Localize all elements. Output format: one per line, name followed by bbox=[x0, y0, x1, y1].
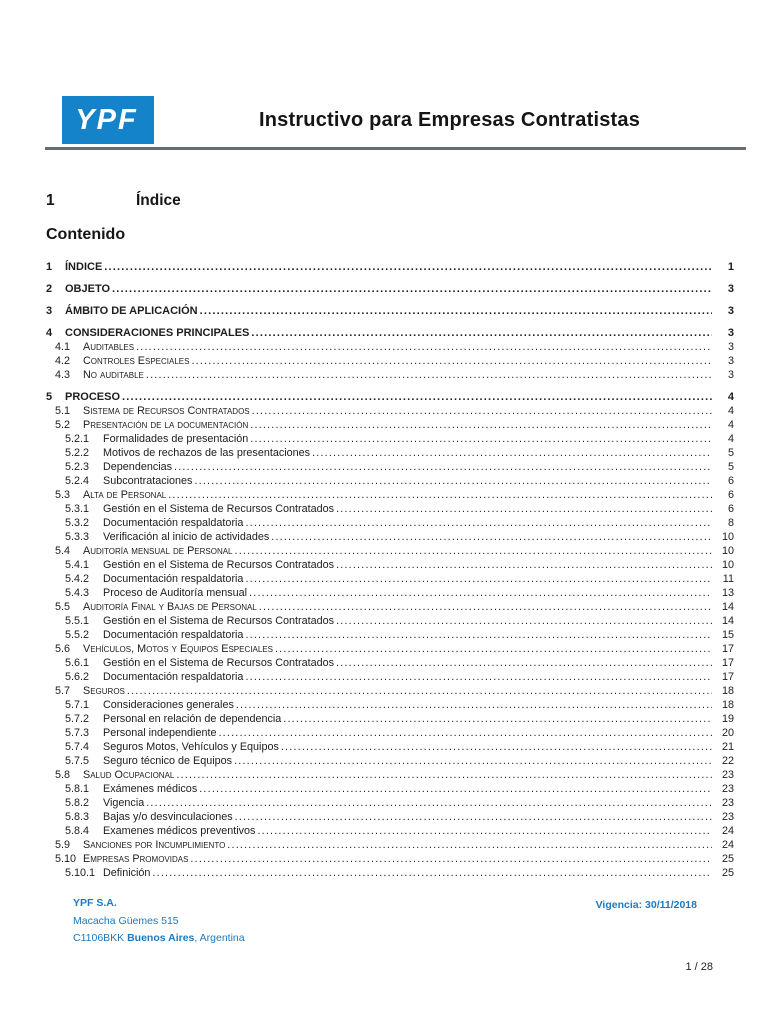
toc-entry-number: 5.6 bbox=[55, 643, 71, 655]
contents-heading: Contenido bbox=[46, 226, 126, 243]
footer-city: Buenos Aires bbox=[127, 932, 195, 944]
toc-entry-label: ÁMBITO DE APLICACIÓN bbox=[65, 305, 198, 317]
toc-entry-number: 5.4.2 bbox=[65, 573, 90, 585]
toc-entry[interactable] bbox=[46, 852, 734, 866]
toc-dot-leader bbox=[336, 558, 712, 572]
toc-entry-number: 5.8 bbox=[55, 769, 71, 781]
toc-entry-label: Gestión en el Sistema de Recursos Contratados bbox=[103, 559, 335, 571]
toc-entry-number: 4 bbox=[46, 327, 53, 339]
toc-entry-page: 4 bbox=[727, 391, 734, 403]
toc-entry-label: Vehículos, Motos y Equipos Especiales bbox=[83, 643, 273, 655]
toc-entry-number: 4.1 bbox=[55, 341, 71, 353]
toc-dot-leader bbox=[336, 614, 712, 628]
toc-entry[interactable] bbox=[46, 768, 734, 782]
toc-entry[interactable] bbox=[46, 670, 734, 684]
toc-entry[interactable] bbox=[46, 838, 734, 852]
toc-entry[interactable] bbox=[46, 460, 734, 474]
page-number-indicator: 1 / 28 bbox=[685, 961, 713, 973]
toc-entry-page: 10 bbox=[721, 545, 734, 557]
toc-entry-number: 5.8.2 bbox=[65, 797, 90, 809]
toc-entry-number: 5.8.4 bbox=[65, 825, 90, 837]
toc-entry-label: Documentación respaldatoria bbox=[103, 671, 244, 683]
toc-entry-page: 22 bbox=[721, 755, 734, 767]
toc-entry[interactable] bbox=[46, 488, 734, 502]
toc-entry-page: 6 bbox=[727, 489, 734, 501]
toc-entry[interactable] bbox=[46, 572, 734, 586]
toc-entry-label: Formalidades de presentación bbox=[103, 433, 249, 445]
toc-dot-leader bbox=[191, 354, 712, 368]
toc-entry-number: 5.2.2 bbox=[65, 447, 90, 459]
toc-dot-leader bbox=[336, 656, 712, 670]
toc-dot-leader bbox=[104, 260, 712, 274]
toc-entry-page: 18 bbox=[721, 699, 734, 711]
toc-entry-page: 10 bbox=[721, 559, 734, 571]
toc-dot-leader bbox=[252, 404, 712, 418]
toc-entry-number: 5.5.1 bbox=[65, 615, 90, 627]
toc-entry-label: Motivos de rechazos de las presentaciones bbox=[103, 447, 311, 459]
toc-entry[interactable] bbox=[46, 586, 734, 600]
toc-entry[interactable] bbox=[46, 796, 734, 810]
footer-company: YPF S.A. bbox=[73, 897, 117, 909]
toc-entry-number: 3 bbox=[46, 305, 53, 317]
toc-entry-page: 13 bbox=[721, 587, 734, 599]
toc-entry-page: 6 bbox=[727, 503, 734, 515]
toc-dot-leader bbox=[218, 726, 712, 740]
toc-dot-leader bbox=[152, 866, 712, 880]
toc-dot-leader bbox=[251, 326, 712, 340]
toc-entry-label: Salud Ocupacional bbox=[83, 769, 175, 781]
toc-entry[interactable] bbox=[46, 600, 734, 614]
toc-entry-number: 5.3.3 bbox=[65, 531, 90, 543]
toc-entry-label: No auditable bbox=[83, 369, 144, 381]
toc-entry-label: PROCESO bbox=[65, 391, 121, 403]
toc-dot-leader bbox=[250, 432, 712, 446]
toc-entry-label: Examenes médicos preventivos bbox=[103, 825, 256, 837]
toc-entry-page: 25 bbox=[721, 853, 734, 865]
toc-dot-leader bbox=[122, 390, 712, 404]
toc-entry-number: 5.9 bbox=[55, 839, 71, 851]
toc-entry[interactable] bbox=[46, 354, 734, 368]
toc-entry-number: 5.7.5 bbox=[65, 755, 90, 767]
toc-entry-page: 20 bbox=[721, 727, 734, 739]
toc-entry-label: ÍNDICE bbox=[65, 261, 103, 273]
toc-entry-page: 3 bbox=[727, 283, 734, 295]
ypf-logo bbox=[62, 96, 154, 144]
toc-entry[interactable] bbox=[46, 740, 734, 754]
toc-entry-number: 5.6.1 bbox=[65, 657, 90, 669]
toc bbox=[46, 252, 734, 880]
toc-entry-number: 5.7.2 bbox=[65, 713, 90, 725]
document-header bbox=[62, 96, 745, 144]
toc-entry-number: 4.2 bbox=[55, 355, 71, 367]
toc-entry-number: 5.4 bbox=[55, 545, 71, 557]
toc-entry-page: 8 bbox=[727, 517, 734, 529]
toc-entry[interactable] bbox=[46, 726, 734, 740]
toc-entry-page: 6 bbox=[727, 475, 734, 487]
toc-dot-leader bbox=[190, 852, 712, 866]
validity-date: Vigencia: 30/11/2018 bbox=[595, 899, 697, 911]
toc-entry[interactable] bbox=[46, 432, 734, 446]
toc-entry-page: 17 bbox=[721, 643, 734, 655]
toc-dot-leader bbox=[271, 530, 712, 544]
toc-entry-label: Bajas y/o desvinculaciones bbox=[103, 811, 233, 823]
toc-entry[interactable] bbox=[46, 866, 734, 880]
toc-entry-number: 5.10 bbox=[55, 853, 77, 865]
footer-address-block bbox=[73, 898, 245, 951]
toc-dot-leader bbox=[194, 474, 712, 488]
toc-entry-number: 5.5.2 bbox=[65, 629, 90, 641]
toc-entry-number: 4.3 bbox=[55, 369, 71, 381]
toc-dot-leader bbox=[249, 586, 712, 600]
toc-dot-leader bbox=[112, 282, 712, 296]
toc-entry-label: Sistema de Recursos Contratados bbox=[83, 405, 250, 417]
toc-entry-label: Gestión en el Sistema de Recursos Contratados bbox=[103, 615, 335, 627]
toc-entry-number: 5.10.1 bbox=[65, 867, 96, 879]
toc-entry-page: 14 bbox=[721, 615, 734, 627]
toc-entry-page: 11 bbox=[722, 573, 734, 585]
toc-dot-leader bbox=[227, 838, 712, 852]
toc-entry-page: 15 bbox=[721, 629, 734, 641]
toc-entry-page: 24 bbox=[721, 839, 734, 851]
toc-dot-leader bbox=[234, 754, 712, 768]
toc-entry-number: 5.7.3 bbox=[65, 727, 90, 739]
toc-entry-label: Presentación de la documentación bbox=[83, 419, 249, 431]
toc-dot-leader bbox=[245, 572, 712, 586]
toc-entry[interactable] bbox=[46, 684, 734, 698]
toc-entry[interactable] bbox=[46, 282, 734, 296]
toc-entry[interactable] bbox=[46, 656, 734, 670]
toc-entry-label: Definición bbox=[103, 867, 151, 879]
toc-entry-number: 5.5 bbox=[55, 601, 71, 613]
toc-entry-page: 3 bbox=[727, 369, 734, 381]
toc-entry-page: 17 bbox=[721, 671, 734, 683]
toc-entry-page: 3 bbox=[727, 341, 734, 353]
toc-entry-label: Subcontrataciones bbox=[103, 475, 193, 487]
toc-dot-leader bbox=[176, 768, 712, 782]
toc-dot-leader bbox=[245, 516, 712, 530]
toc-entry-label: Seguro técnico de Equipos bbox=[103, 755, 233, 767]
toc-entry-page: 19 bbox=[721, 713, 734, 725]
toc-dot-leader bbox=[275, 642, 712, 656]
toc-entry-page: 25 bbox=[721, 867, 734, 879]
toc-entry-label: CONSIDERACIONES PRINCIPALES bbox=[65, 327, 250, 339]
toc-entry-label: Vigencia bbox=[103, 797, 145, 809]
toc-entry-page: 5 bbox=[727, 447, 734, 459]
toc-entry-page: 18 bbox=[721, 685, 734, 697]
toc-entry-label: Personal independiente bbox=[103, 727, 217, 739]
toc-entry-number: 5.3.2 bbox=[65, 517, 90, 529]
toc-entry-number: 5.6.2 bbox=[65, 671, 90, 683]
toc-entry[interactable] bbox=[46, 628, 734, 642]
toc-entry[interactable] bbox=[46, 390, 734, 404]
toc-dot-leader bbox=[283, 712, 712, 726]
toc-entry[interactable] bbox=[46, 260, 734, 274]
toc-entry-number: 5.3 bbox=[55, 489, 71, 501]
toc-entry-page: 14 bbox=[721, 601, 734, 613]
toc-entry[interactable] bbox=[46, 502, 734, 516]
toc-entry-number: 5.3.1 bbox=[65, 503, 90, 515]
toc-dot-leader bbox=[245, 628, 712, 642]
toc-entry-page: 23 bbox=[721, 811, 734, 823]
toc-entry-page: 5 bbox=[727, 461, 734, 473]
toc-dot-leader bbox=[127, 684, 712, 698]
toc-entry[interactable] bbox=[46, 558, 734, 572]
footer-country: , Argentina bbox=[194, 932, 245, 944]
toc-entry[interactable] bbox=[46, 404, 734, 418]
toc-dot-leader bbox=[236, 698, 712, 712]
toc-entry-page: 23 bbox=[721, 769, 734, 781]
toc-entry-label: Auditoría mensual de Personal bbox=[83, 545, 233, 557]
toc-entry-label: Documentación respaldatoria bbox=[103, 629, 244, 641]
toc-entry-number: 5.1 bbox=[55, 405, 71, 417]
toc-entry-number: 5.4.1 bbox=[65, 559, 90, 571]
toc-entry-page: 21 bbox=[721, 741, 734, 753]
toc-entry-label: Proceso de Auditoría mensual bbox=[103, 587, 248, 599]
toc-entry[interactable] bbox=[46, 530, 734, 544]
toc-entry[interactable] bbox=[46, 642, 734, 656]
toc-entry-number: 5.8.1 bbox=[65, 783, 90, 795]
toc-entry[interactable] bbox=[46, 474, 734, 488]
toc-entry-page: 4 bbox=[727, 433, 734, 445]
ypf-logo-text: YPF bbox=[75, 103, 138, 136]
toc-entry-label: Alta de Personal bbox=[83, 489, 167, 501]
toc-entry[interactable] bbox=[46, 614, 734, 628]
toc-dot-leader bbox=[136, 340, 712, 354]
toc-entry-label: Verificación al inicio de actividades bbox=[103, 531, 270, 543]
toc-entry[interactable] bbox=[46, 712, 734, 726]
toc-entry[interactable] bbox=[46, 782, 734, 796]
toc-entry-label: Dependencias bbox=[103, 461, 173, 473]
toc-entry-label: Personal en relación de dependencia bbox=[103, 713, 282, 725]
section-title: Índice bbox=[136, 192, 181, 209]
section-heading bbox=[46, 192, 181, 210]
toc-entry[interactable] bbox=[46, 810, 734, 824]
footer-street: Macacha Güemes 515 bbox=[73, 914, 179, 927]
toc-entry-page: 1 bbox=[727, 261, 734, 273]
toc-entry[interactable] bbox=[46, 304, 734, 318]
toc-entry[interactable] bbox=[46, 516, 734, 530]
toc-entry-page: 4 bbox=[727, 419, 734, 431]
toc-entry-label: Seguros bbox=[83, 685, 125, 697]
toc-dot-leader bbox=[245, 670, 712, 684]
footer-postal-code: C1106BKK bbox=[73, 932, 128, 944]
toc-entry-label: OBJETO bbox=[65, 283, 111, 295]
toc-entry-label: Auditoría Final y Bajas de Personal bbox=[83, 601, 257, 613]
toc-dot-leader bbox=[281, 740, 712, 754]
toc-dot-leader bbox=[200, 304, 712, 318]
toc-dot-leader bbox=[336, 502, 712, 516]
toc-entry[interactable] bbox=[46, 368, 734, 382]
toc-entry[interactable] bbox=[46, 698, 734, 712]
toc-entry-label: Empresas Promovidas bbox=[83, 853, 189, 865]
toc-dot-leader bbox=[174, 460, 712, 474]
toc-entry-page: 17 bbox=[721, 657, 734, 669]
document-title: Instructivo para Empresas Contratistas bbox=[258, 108, 641, 131]
toc-entry[interactable] bbox=[46, 418, 734, 432]
toc-entry-number: 2 bbox=[46, 283, 53, 295]
toc-entry-page: 4 bbox=[727, 405, 734, 417]
toc-dot-leader bbox=[312, 446, 712, 460]
toc-entry-label: Seguros Motos, Vehículos y Equipos bbox=[103, 741, 279, 753]
toc-dot-leader bbox=[235, 810, 712, 824]
toc-entry-number: 5.2.3 bbox=[65, 461, 90, 473]
toc-entry[interactable] bbox=[46, 544, 734, 558]
toc-entry-label: Auditables bbox=[83, 341, 135, 353]
toc-entry-label: Consideraciones generales bbox=[103, 699, 234, 711]
toc-dot-leader bbox=[259, 600, 712, 614]
toc-entry-number: 1 bbox=[46, 261, 53, 273]
toc-dot-leader bbox=[146, 368, 712, 382]
toc-entry-page: 3 bbox=[727, 327, 734, 339]
toc-entry[interactable] bbox=[46, 446, 734, 460]
toc-dot-leader bbox=[199, 782, 712, 796]
toc-dot-leader bbox=[146, 796, 712, 810]
toc-entry[interactable] bbox=[46, 340, 734, 354]
toc-dot-leader bbox=[235, 544, 712, 558]
toc-entry-label: Documentación respaldatoria bbox=[103, 517, 244, 529]
toc-entry-label: Gestión en el Sistema de Recursos Contratados bbox=[103, 657, 335, 669]
toc-entry-number: 5.2.4 bbox=[65, 475, 90, 487]
toc-entry-page: 23 bbox=[721, 797, 734, 809]
toc-entry[interactable] bbox=[46, 754, 734, 768]
toc-entry-number: 5 bbox=[46, 391, 53, 403]
toc-entry-label: Gestión en el Sistema de Recursos Contratados bbox=[103, 503, 335, 515]
toc-dot-leader bbox=[168, 488, 712, 502]
footer-city-line bbox=[73, 933, 245, 944]
toc-entry-page: 23 bbox=[721, 783, 734, 795]
toc-dot-leader bbox=[257, 824, 712, 838]
toc-entry-number: 5.7 bbox=[55, 685, 71, 697]
toc-entry-page: 24 bbox=[721, 825, 734, 837]
toc-entry-label: Controles Especiales bbox=[83, 355, 190, 367]
toc-dot-leader bbox=[250, 418, 712, 432]
toc-entry[interactable] bbox=[46, 824, 734, 838]
toc-entry-number: 5.7.1 bbox=[65, 699, 90, 711]
toc-entry-label: Documentación respaldatoria bbox=[103, 573, 244, 585]
toc-entry-number: 5.4.3 bbox=[65, 587, 90, 599]
toc-entry-page: 3 bbox=[727, 355, 734, 367]
toc-entry-label: Exámenes médicos bbox=[103, 783, 198, 795]
toc-entry-number: 5.7.4 bbox=[65, 741, 90, 753]
toc-entry-number: 5.8.3 bbox=[65, 811, 90, 823]
toc-entry[interactable] bbox=[46, 326, 734, 340]
section-number: 1 bbox=[46, 192, 55, 209]
toc-entry-number: 5.2 bbox=[55, 419, 71, 431]
toc-entry-label: Sanciones por Incumplimiento bbox=[83, 839, 226, 851]
header-divider bbox=[45, 147, 746, 150]
toc-entry-page: 10 bbox=[721, 531, 734, 543]
toc-entry-page: 3 bbox=[727, 305, 734, 317]
toc-entry-number: 5.2.1 bbox=[65, 433, 90, 445]
